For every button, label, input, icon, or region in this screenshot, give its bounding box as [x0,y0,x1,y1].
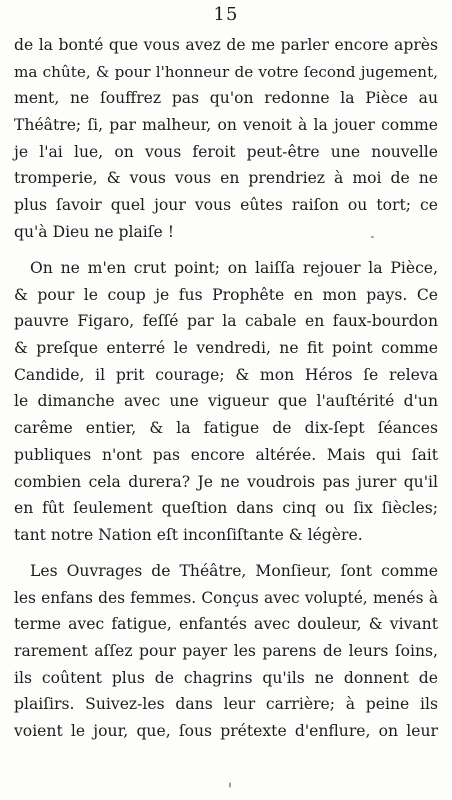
ink-speck [371,236,374,238]
text-line: qu'à Dieu ne plaiſe ! [14,222,174,241]
text-line: tromperie, & vous vous en prendriez à moi de ne [14,169,438,188]
text-line: tant notre Nation eſt inconſiſtante & légère. [14,525,363,544]
text-line: en fût ſeulement queſtion dans cinq ou ſix ſiècles; [14,499,438,518]
text-line: de la bonté que vous avez de me parler encore après [14,36,438,54]
paragraph-2 [14,255,438,549]
text-line: voient le jour, que, ſous prétexte d'enflure, on leur [14,722,438,741]
text-line: carême entier, & la fatigue de dix-ſept ſéances [14,419,438,438]
text-line: ma chûte, & pour l'honneur de votre ſecond jugement, [14,62,438,81]
page-number: 15 [213,4,239,25]
text-line: rarement aſſez pour payer les parens de leurs ſoins, [14,642,438,661]
paragraph-1 [14,32,438,246]
text-line: plaiſirs. Suivez-les dans leur carrière; à peine ils [14,695,438,714]
text-line: pauvre Figaro, feſſé par la cabale en faux-bourdon [14,312,438,331]
text-line: ment, ne ſouffrez pas qu'on redonne la Pièce au [14,89,438,108]
text-line: publiques n'ont pas encore altérée. Mais qui ſait [14,445,438,464]
text-line: les enfans des femmes. Conçus avec volupté, menés à [14,588,438,607]
ink-speck [229,782,231,788]
text-line: & pour le coup je fus Prophête en mon pays. Ce [14,285,438,304]
text-line: & preſque enterré le vendredi, ne fit point comme [14,339,438,358]
paragraph-3 [14,558,438,745]
text-line: ils coûtent plus de chagrins qu'ils ne donnent de [14,668,438,687]
text-line: combien cela durera? Je ne voudrois pas jurer qu'il [14,472,438,491]
text-line: Les Ouvrages de Théâtre, Monſieur, ſont comme [30,562,438,580]
text-line: terme avec fatigue, enfantés avec douleur, & vivant [14,615,438,634]
text-line: plus ſavoir quel jour vous eûtes raiſon ou tort; ce [14,196,438,215]
text-line: je l'ai lue, on vous feroit peut-être une nouvelle [14,142,438,161]
text-line: le dimanche avec une vigueur que l'auſtérité d'un [14,392,438,411]
text-line: On ne m'en crut point; on laiſſa rejouer la Pièce, [30,259,438,277]
text-line: Candide, il prit courage; & mon Héros ſe releva [14,365,438,384]
text-line: Théâtre; ſi, par malheur, on venoit à la jouer comme [14,116,438,135]
